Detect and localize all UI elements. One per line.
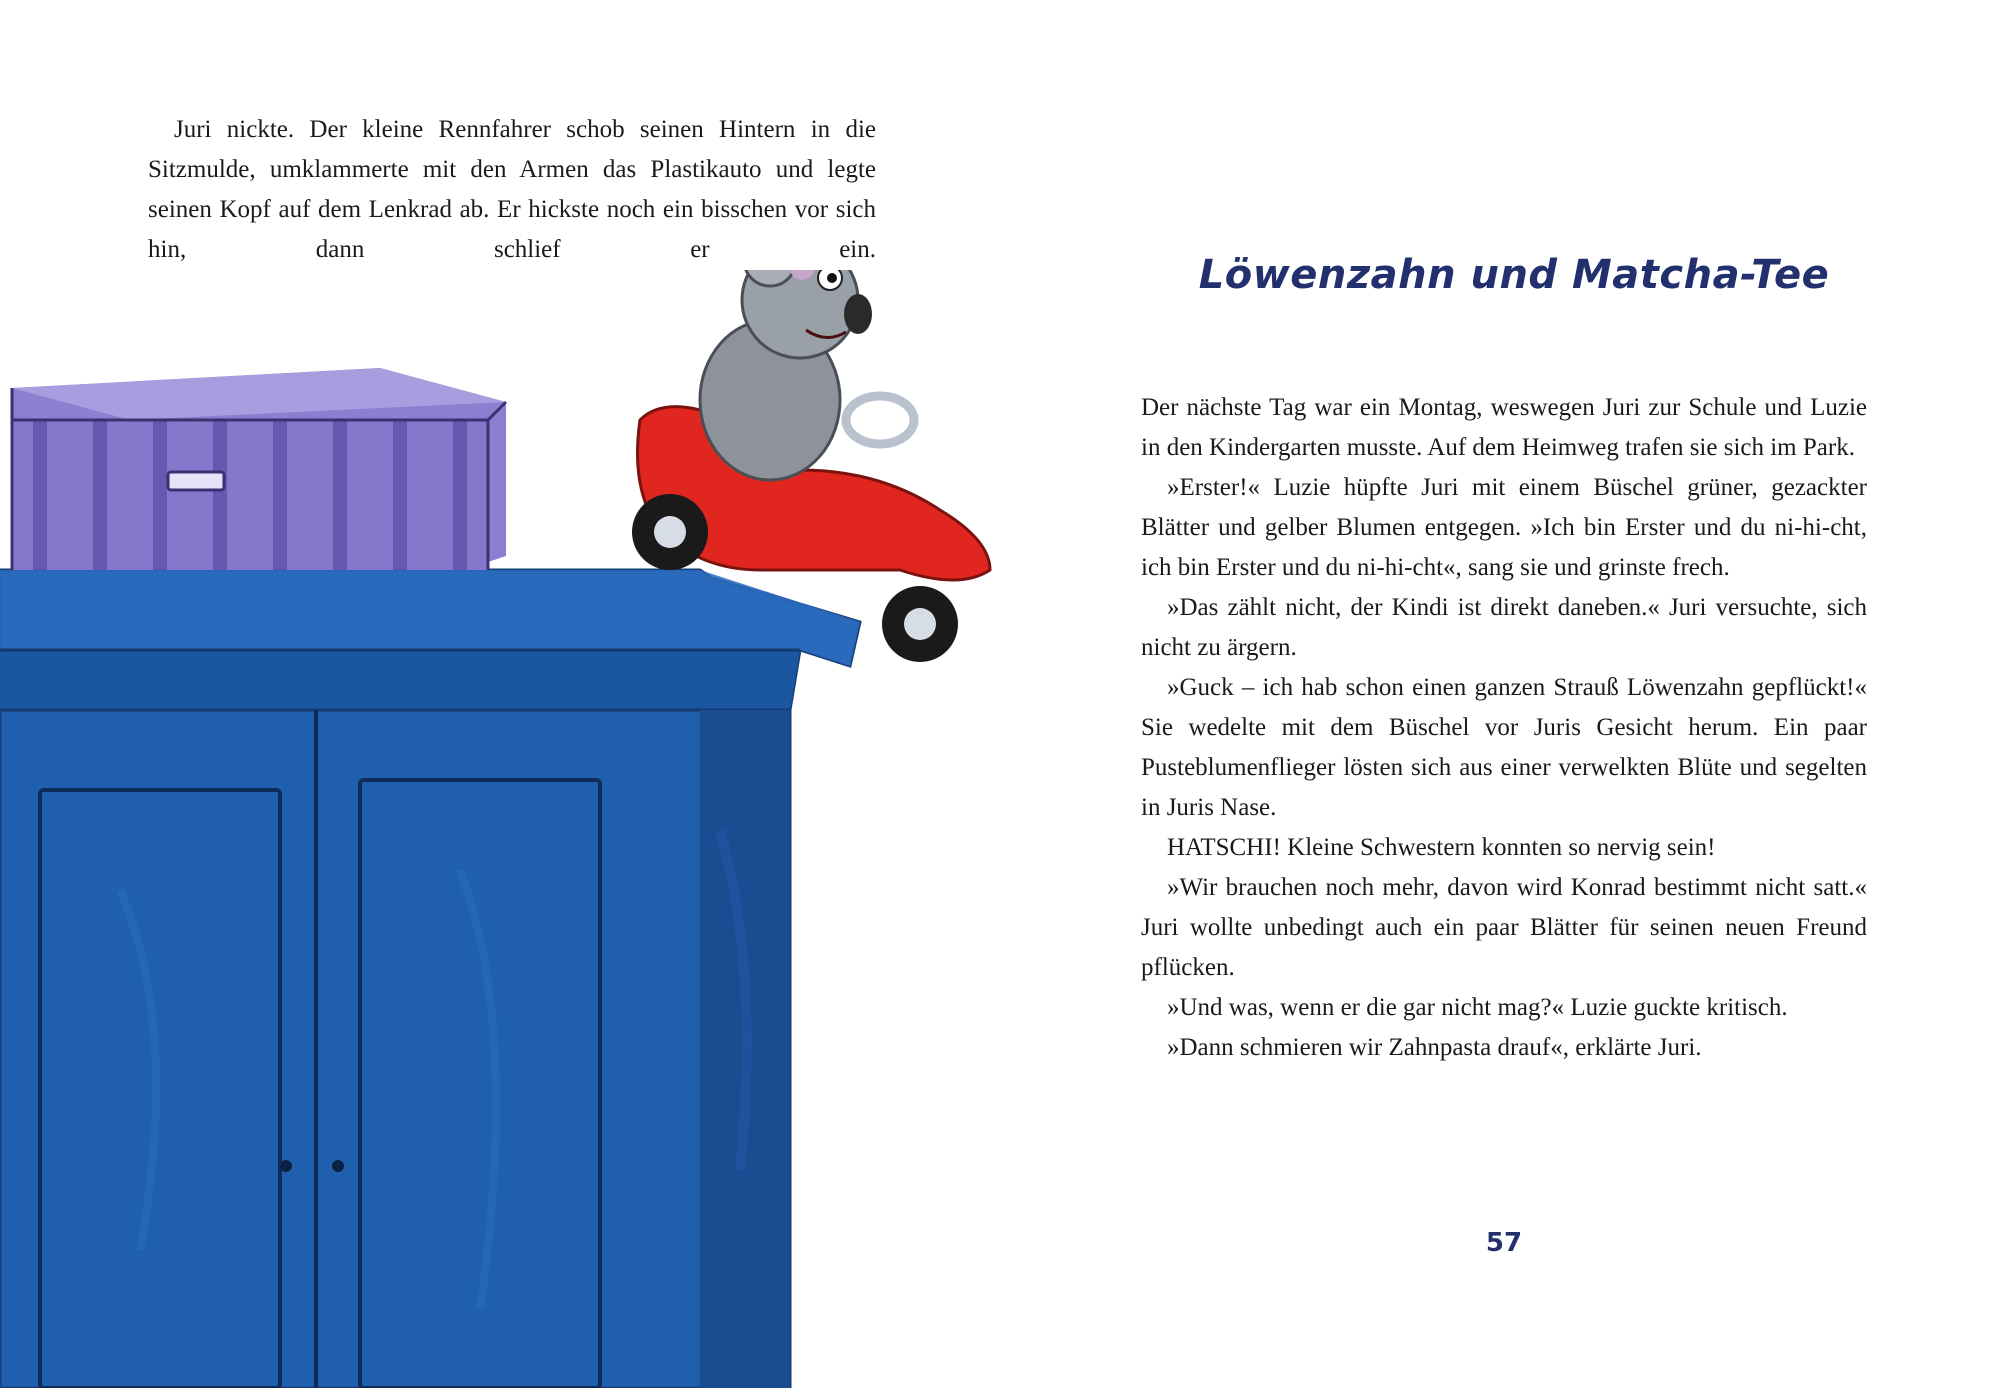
left-paragraph: Juri nickte. Der kleine Rennfahrer schob seinen Hintern in die Sitzmulde, umklammerte mit den Armen das Plastikauto und legte seinen Kopf auf dem Lenkrad ab. Er hickste noch ein bisschen vor sich hin, dann schlief er ein. xyxy=(148,116,876,263)
wheel-back xyxy=(632,494,708,570)
wardrobe-koala-illustration xyxy=(0,270,1004,1388)
page-number: 57 xyxy=(1485,1228,1523,1258)
striped-box xyxy=(12,368,506,570)
right-page xyxy=(1004,0,2008,1388)
paragraph-8: »Dann schmieren wir Zahnpasta drauf«, erklärte Juri. xyxy=(1167,1034,1702,1061)
paragraph-2: »Erster!« Luzie hüpfte Juri mit einem Büschel grüner, gezackter Blätter und gelber Blumen entgegen. »Ich bin Erster und du ni-hi-cht, ich bin Erster und du ni-hi-cht«, sang sie und grinste frech. xyxy=(1141,474,1867,581)
chapter-title: Löwenzahn und Matcha-Tee xyxy=(1198,252,1830,298)
koala xyxy=(700,270,872,480)
paragraph-7: »Und was, wenn er die gar nicht mag?« Luzie guckte kritisch. xyxy=(1167,994,1788,1021)
steering-wheel-ring xyxy=(846,396,914,444)
paragraph-6: »Wir brauchen noch mehr, davon wird Konrad bestimmt nicht satt.« Juri wollte unbedingt auch ein paar Blätter für seinen neuen Freund pflücken. xyxy=(1141,874,1867,981)
paragraph-4: »Guck – ich hab schon einen ganzen Strauß Löwenzahn gepflückt!« Sie wedelte mit dem Büschel vor Juris Gesicht herum. Ein paar Pusteblumenflieger lösten sich aus einer verwelkten Blüte und segelten in Juris Nase. xyxy=(1141,674,1867,821)
door-knob-left xyxy=(280,1160,292,1172)
door-knob-right xyxy=(332,1160,344,1172)
wheel-front xyxy=(882,586,958,662)
chapter-body xyxy=(1141,388,1867,1068)
wardrobe xyxy=(0,570,860,1388)
koala-nose xyxy=(844,294,872,334)
box-handle xyxy=(168,472,224,490)
paragraph-3: »Das zählt nicht, der Kindi ist direkt daneben.« Juri versuchte, sich nicht zu ärgern. xyxy=(1141,594,1867,661)
paragraph-1: Der nächste Tag war ein Montag, weswegen Juri zur Schule und Luzie in den Kindergarten musste. Auf dem Heimweg trafen sie sich im Park. xyxy=(1141,394,1867,461)
paragraph-5: HATSCHI! Kleine Schwestern konnten so nervig sein! xyxy=(1167,834,1716,861)
